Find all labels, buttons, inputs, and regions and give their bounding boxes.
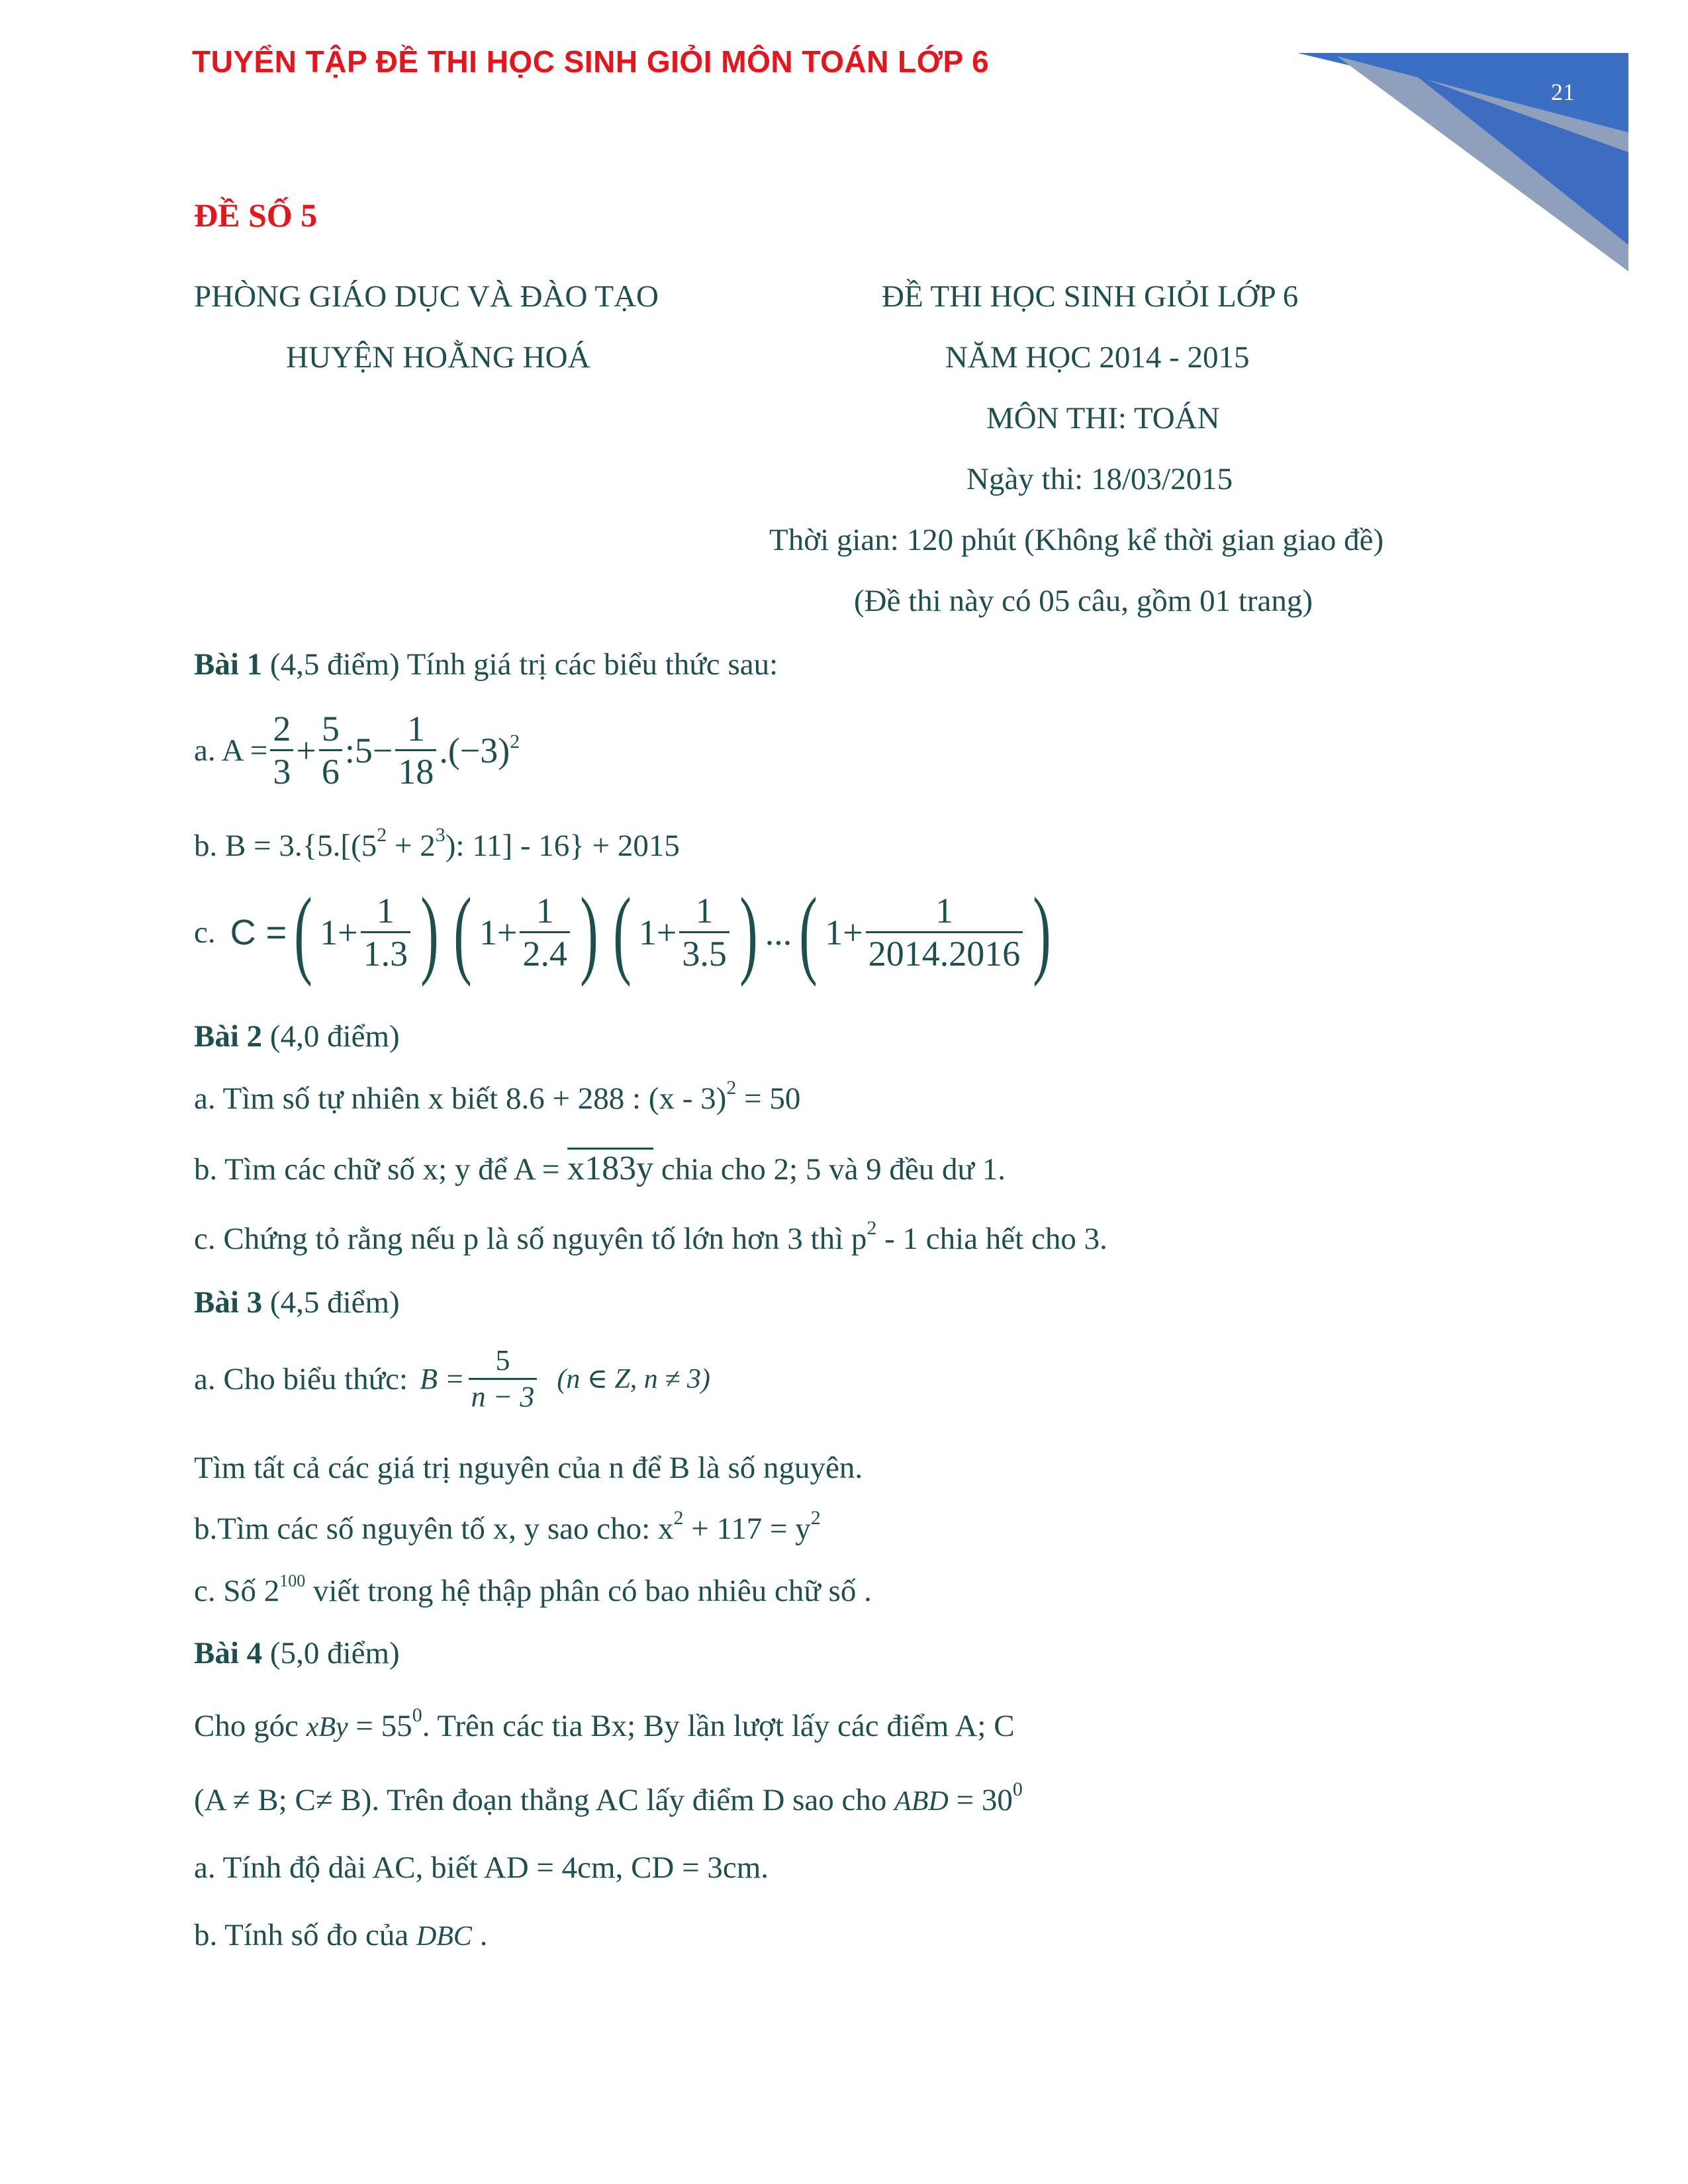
- bai1-c-dots: ...: [765, 912, 792, 952]
- bai4-angle-ABD: ABD: [894, 1786, 949, 1817]
- bai2-b-number: x183y: [567, 1150, 654, 1187]
- bai1-c-one3: 1+: [638, 912, 677, 952]
- bai2-points: (4,0 điểm): [262, 1019, 400, 1054]
- bai4-line2: (A ≠ B; C≠ B). Trên đoạn thẳng AC lấy điểm D sao cho ABD = $30^0$: [194, 1778, 1023, 1817]
- bai1-c-rparen1: ): [420, 877, 439, 987]
- bai3-a: a. Cho biểu thức: B = $\frac{5}{n - 3}$ (n ∈ Z, n ≠ 3): [194, 1344, 710, 1413]
- document-header-title: TUYỂN TẬP ĐỀ THI HỌC SINH GIỎI MÔN TOÁN LỚP 6: [192, 44, 990, 79]
- corner-decoration: [1297, 46, 1642, 271]
- bai1-a-tail: $.(-3)^2$: [439, 730, 520, 770]
- bai1-c-frac3: $\frac{1}{3.5}$: [679, 890, 729, 974]
- bai4-b: b. Tính số đo của DBC .: [194, 1918, 488, 1952]
- bai1-c-lparen3: (: [613, 877, 632, 987]
- bai2-c: c. Chứng tỏ rằng nếu p là số nguyên tố lớn hơn 3 thì $p^2 - 1$ chia hết cho 3.: [194, 1217, 1107, 1256]
- bai3-a-lhs: B =: [420, 1362, 465, 1395]
- bai3-a-cond: (n ∈ Z, n ≠ 3): [557, 1363, 710, 1394]
- exam-number: ĐỀ SỐ 5: [194, 197, 318, 234]
- bai3-points: (4,5 điểm): [262, 1285, 400, 1320]
- bai1-a-mid: :5−: [344, 730, 393, 770]
- bai1-label: Bài 1: [194, 647, 263, 682]
- bai2-heading: [194, 1018, 400, 1055]
- exam-date: Ngày thi: 18/03/2015: [966, 462, 1233, 496]
- bai4-line1: Cho góc xBy = $55^0$. Trên các tia Bx; By lần lượt lấy các điểm A; C: [194, 1704, 1015, 1743]
- bai3-heading: [194, 1284, 400, 1321]
- bai1-c-frac1: $\frac{1}{1.3}$: [361, 890, 411, 974]
- bai1-c-frac2: $\frac{1}{2.4}$: [520, 890, 570, 974]
- bai4-angle-xBy: xBy: [306, 1712, 348, 1743]
- bai2-label: Bài 2: [194, 1019, 263, 1054]
- bai1-c-prefix: c.: [194, 915, 216, 950]
- bai1-c-lparen2: (: [453, 877, 472, 987]
- bai1-c-frac4: $\frac{1}{2014.2016}$: [866, 890, 1023, 974]
- bai4-heading: [194, 1635, 400, 1672]
- bai3-b: b.Tìm các số nguyên tố x, y sao cho: $x^2 + 117 = y^2$: [194, 1507, 821, 1546]
- bai1-c-one1: 1+: [320, 912, 358, 952]
- bai1-a-frac3: $\frac{1}{18}$: [395, 708, 436, 792]
- bai2-a: a. Tìm số tự nhiên x biết 8.6 + 288 : (x - 3)$^2$ = 50: [194, 1077, 801, 1116]
- page-number: 21: [1551, 79, 1575, 105]
- bai1-c-rparen2: ): [580, 877, 598, 987]
- bai3-a-frac: $\frac{5}{n - 3}$: [469, 1343, 538, 1414]
- bai2-b: b. Tìm các chữ số x; y để A = x183y chia cho 2; 5 và 9 đều dư 1.: [194, 1150, 1006, 1187]
- dept-line1: PHÒNG GIÁO DỤC VÀ ĐÀO TẠO: [194, 279, 659, 314]
- bai1-c: [194, 877, 1058, 987]
- bai3-label: Bài 3: [194, 1285, 263, 1320]
- bai3-c: c. Số $2^{100}$ viết trong hệ thập phân có bao nhiêu chữ số .: [194, 1571, 872, 1608]
- bai1-a: [194, 708, 520, 792]
- bai1-points: (4,5 điểm) Tính giá trị các biểu thức sau:: [262, 647, 778, 682]
- exam-time: Thời gian: 120 phút (Không kể thời gian giao đề): [769, 523, 1384, 557]
- exam-note: (Đề thi này có 05 câu, gồm 01 trang): [854, 584, 1313, 618]
- bai1-a-plus: +: [296, 730, 316, 770]
- bai1-c-eq: C =: [230, 912, 287, 952]
- bai3-a-line2: Tìm tất cả các giá trị nguyên của n để B là số nguyên.: [194, 1451, 863, 1485]
- bai1-c-lparen4: (: [799, 877, 818, 987]
- bai1-a-frac2: $\frac{5}{6}$: [319, 708, 342, 792]
- exam-year: NĂM HỌC 2014 - 2015: [945, 340, 1250, 375]
- bai4-points: (5,0 điểm): [262, 1636, 400, 1670]
- bai4-angle-DBC: DBC: [416, 1921, 472, 1952]
- bai1-c-lparen1: (: [294, 877, 312, 987]
- bai1-c-rparen3: ): [739, 877, 758, 987]
- bai1-heading: [194, 646, 778, 683]
- dept-line2: HUYỆN HOẰNG HOÁ: [286, 340, 590, 375]
- bai4-label: Bài 4: [194, 1636, 263, 1670]
- bai1-c-rparen4: ): [1033, 877, 1051, 987]
- bai1-a-frac1: $\frac{2}{3}$: [270, 708, 293, 792]
- bai1-a-prefix: a. A =: [194, 733, 268, 768]
- bai4-a: a. Tính độ dài AC, biết AD = 4cm, CD = 3cm.: [194, 1850, 769, 1885]
- bai1-c-one2: 1+: [479, 912, 518, 952]
- bai1-b: b. $B = 3.\{5.[(5^2 + 2^3)$: 11] - 16} + 2015: [194, 824, 680, 863]
- exam-subject: MÔN THI: TOÁN: [986, 401, 1220, 435]
- bai1-c-one4: 1+: [825, 912, 863, 952]
- exam-title: ĐỀ THI HỌC SINH GIỎI LỚP 6: [882, 279, 1299, 314]
